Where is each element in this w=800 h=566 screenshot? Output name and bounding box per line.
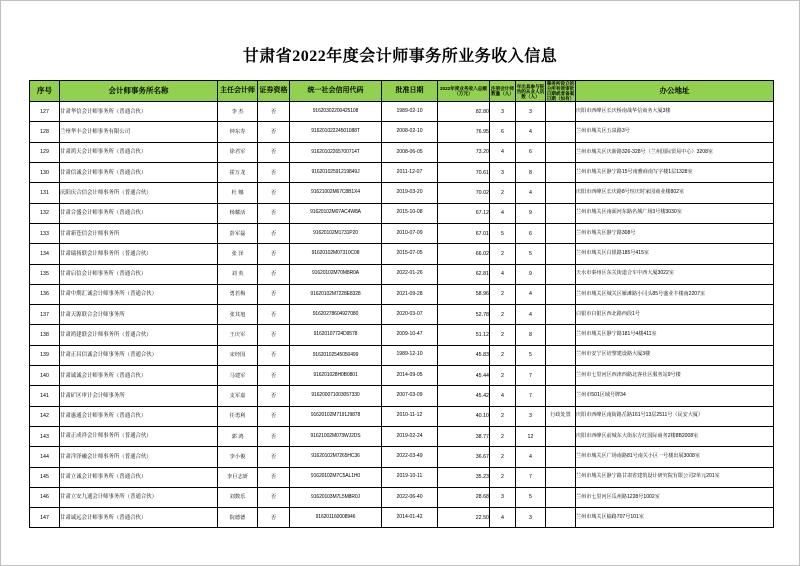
cell-cpa-count: 2 [490,284,516,304]
cell-seq: 135 [30,264,60,284]
cell-approval-date: 2019-10-11 [382,467,438,487]
cell-seq: 147 [30,508,60,528]
cell-office-address: 白银市白银区西北路西段1号 [576,305,774,325]
cell-cpa-count: 4 [490,386,516,406]
cell-credit-code: 91620102265700714T [290,142,382,162]
cell-branch-approval [546,386,576,406]
cell-staff-count: 9 [516,203,546,223]
cell-office-address: 兰州市城关区静宁路308号 [576,223,774,243]
cell-credit-code: 916200071003057330 [290,386,382,406]
cell-cpa-count: 4 [490,264,516,284]
cell-firm-name: 甘肃正昌信诚会计师事务所（普通合伙） [60,345,218,365]
cell-firm-name: 甘肃启信会计师事务所（普通合伙） [60,264,218,284]
cell-office-address: 兰州市城关区城关区雁滩路小闫头85号盛业丰楼南2207室 [576,284,774,304]
table-row [30,183,774,203]
cell-firm-name: 兰州华丰会计师事务有限公司 [60,122,218,142]
cell-income: 66.02 [438,244,490,264]
cell-seq: 137 [30,305,60,325]
cell-firm-name: 甘肃中期汇诚会计师事务所（普通合伙） [60,284,218,304]
table-row [30,203,774,223]
cell-credit-code: 91620102M70M8R0A [290,264,382,284]
table-row [30,305,774,325]
table-header [30,81,774,102]
cell-securities-qualification: 否 [258,447,290,467]
cell-credit-code: 91621002M073WJ2DS [290,426,382,446]
cell-staff-count: 3 [516,102,546,122]
cell-credit-code: 91620102M7C5AL1H0 [290,467,382,487]
cell-seq: 132 [30,203,60,223]
cell-cpa-count: 4 [490,203,516,223]
cell-firm-name: 甘肃合盛会计师事务所（普通合伙） [60,203,218,223]
cell-chief-accountant: 院德德 [218,508,258,528]
cell-chief-accountant: 杨耀活 [218,203,258,223]
cell-credit-code: 91621002M67C8B1X4 [290,183,382,203]
cell-staff-count: 8 [516,325,546,345]
cell-branch-approval [546,284,576,304]
cell-seq: 146 [30,487,60,507]
cell-firm-name: 甘肃矿区审计会计师事务所 [60,386,218,406]
cell-chief-accountant: 王庆军 [218,325,258,345]
cell-income: 76.95 [438,122,490,142]
cell-credit-code: 91620107724D9578 [290,325,382,345]
cell-staff-count: 3 [516,406,546,426]
cell-branch-approval [546,467,576,487]
cell-staff-count: 4 [516,305,546,325]
cell-income: 45.42 [438,386,490,406]
cell-securities-qualification: 否 [258,244,290,264]
cell-income: 36.67 [438,447,490,467]
cell-cpa-count: 3 [490,487,516,507]
cell-branch-approval [546,244,576,264]
cell-branch-approval [546,122,576,142]
cell-income: 45.44 [438,366,490,386]
cell-approval-date: 2010-07-09 [382,223,438,243]
cell-firm-name: 甘肃诚诚会计师事务所（普通合伙） [60,366,218,386]
cell-seq: 140 [30,366,60,386]
cell-chief-accountant: 勇若梅 [218,284,258,304]
cell-branch-approval [546,447,576,467]
column-header-branch-approval: 事务所设立的分所有效审批日期或者备案日期（如有） [546,81,575,102]
cell-staff-count: 5 [516,345,546,365]
cell-securities-qualification: 否 [258,426,290,446]
table-row [30,366,774,386]
cell-branch-approval [546,305,576,325]
cell-chief-accountant: 任勇利 [218,406,258,426]
cell-chief-accountant: 李 杰 [218,102,258,122]
table-row [30,142,774,162]
table-body [30,102,774,528]
cell-securities-qualification: 否 [258,508,290,528]
cell-chief-accountant: 张其旭 [218,305,258,325]
cell-office-address: 庆阳市西峰区前城东大街东方红国际商务2楼8B2008室 [576,426,774,446]
cell-securities-qualification: 否 [258,102,290,122]
cell-chief-accountant: 张 泽 [218,244,258,264]
cell-approval-date: 2022-06-40 [382,487,438,507]
cell-securities-qualification: 否 [258,223,290,243]
cell-income: 82.80 [438,102,490,122]
cell-credit-code: 916201160008946 [290,508,382,528]
cell-office-address: 兰州市城关区白银路185号415室 [576,244,774,264]
cell-cpa-count: 3 [490,102,516,122]
column-header-seq: 序号 [30,81,60,102]
cell-branch-approval [546,203,576,223]
cell-securities-qualification: 否 [258,264,290,284]
cell-income: 35.23 [438,467,490,487]
cell-staff-count: 7 [516,366,546,386]
cell-securities-qualification: 否 [258,345,290,365]
cell-approval-date: 2019-03-20 [382,183,438,203]
cell-approval-date: 2022-03-49 [382,447,438,467]
table-row [30,102,774,122]
cell-chief-accountant: 郭 鸿 [218,426,258,446]
cell-approval-date: 2010-11-12 [382,406,438,426]
cell-seq: 133 [30,223,60,243]
cell-firm-name: 甘肃瑞扬联会计师事务所（普通合伙） [60,244,218,264]
cell-approval-date: 2007-03-09 [382,386,438,406]
cell-securities-qualification: 否 [258,163,290,183]
cell-office-address: 兰州市城关区南面河东路名城广场3号楼3030室 [576,203,774,223]
cell-credit-code: 91620102224501088T [290,122,382,142]
cell-securities-qualification: 否 [258,386,290,406]
cell-approval-date: 2021-09-28 [382,284,438,304]
cell-firm-name: 甘肃立安九通会计师事务所（普通合伙） [60,487,218,507]
cell-approval-date: 2011-12-07 [382,163,438,183]
cell-chief-accountant: 刘 英 [218,264,258,284]
cell-income: 70.02 [438,183,490,203]
table-row [30,122,774,142]
cell-seq: 142 [30,406,60,426]
cell-staff-count: 7 [516,467,546,487]
cell-credit-code: 91620103M7L5M8R0J [290,487,382,507]
cell-cpa-count: 2 [490,183,516,203]
column-header-office-address: 办公地址 [576,81,774,102]
cell-branch-approval: 行政处置 [546,406,576,426]
cell-staff-count: 3 [516,508,546,528]
cell-cpa-count: 3 [490,163,516,183]
cell-chief-accountant: 钟东寿 [218,122,258,142]
cell-branch-approval [546,345,576,365]
cell-staff-count: 7 [516,386,546,406]
cell-income: 70.61 [438,163,490,183]
cell-income: 40.10 [438,406,490,426]
cell-seq: 136 [30,284,60,304]
cell-approval-date: 2008-02-10 [382,122,438,142]
cell-seq: 128 [30,122,60,142]
cell-credit-code: 91620102M1731P20 [290,223,382,243]
cell-chief-accountant: 支军嘉 [218,386,258,406]
cell-branch-approval [546,325,576,345]
column-header-staff-count: 年出具参与报告的从业人员数（人） [516,81,546,102]
cell-office-address: 庆阳市西峰区长庆路8号恒庆时家园商业楼802室 [576,183,774,203]
table-row [30,508,774,528]
cell-office-address: 庆阳市西峰区南街路岳路161号13层2511号（民安大厦） [576,406,774,426]
cell-branch-approval [546,102,576,122]
cell-cpa-count: 4 [490,508,516,528]
cell-firm-name: 甘肃鸿天会计师事务所（普通合伙） [60,142,218,162]
cell-income: 62.81 [438,264,490,284]
cell-income: 58.96 [438,284,490,304]
column-header-securities-qualification: 证券资格 [258,81,290,102]
cell-office-address: 兰州市城关区庆新路326-328号（兰州国际贸易中心）3208室 [576,142,774,162]
cell-approval-date: 2015-10-08 [382,203,438,223]
header-row [30,81,774,102]
cell-cpa-count: 2 [490,447,516,467]
cell-chief-accountant: 李小俊 [218,447,258,467]
cell-branch-approval [546,183,576,203]
cell-chief-accountant: 李巨志妍 [218,467,258,487]
cell-seq: 129 [30,142,60,162]
cell-staff-count: 9 [516,264,546,284]
cell-staff-count: 4 [516,284,546,304]
cell-cpa-count: 2 [490,366,516,386]
cell-cpa-count: 2 [490,426,516,446]
cell-approval-date: 2014-01-42 [382,508,438,528]
cell-seq: 131 [30,183,60,203]
cell-approval-date: 1989-02-10 [382,102,438,122]
cell-cpa-count: 2 [490,467,516,487]
cell-cpa-count: 5 [490,223,516,243]
cell-approval-date: 2019-02-24 [382,426,438,446]
cell-credit-code: 91620102545050499 [290,345,382,365]
cell-branch-approval [546,163,576,183]
cell-office-address: 庆阳市西峰区长庆桥南战华信商务大厦3楼 [576,102,774,122]
cell-income: 38.77 [438,426,490,446]
table-row [30,163,774,183]
cell-branch-approval [546,487,576,507]
cell-securities-qualification: 否 [258,467,290,487]
cell-securities-qualification: 否 [258,183,290,203]
cell-cpa-count: 2 [490,406,516,426]
cell-approval-date: 2015-07-05 [382,244,438,264]
cell-securities-qualification: 否 [258,325,290,345]
cell-securities-qualification: 否 [258,487,290,507]
column-header-approval-date: 批准日期 [382,81,438,102]
cell-seq: 141 [30,386,60,406]
cell-approval-date: 2014-09-05 [382,366,438,386]
cell-credit-code: 91620102M07310C08 [290,244,382,264]
cell-seq: 138 [30,325,60,345]
cell-cpa-count: 2 [490,244,516,264]
cell-firm-name: 甘肃新苍信会计师事务所 [60,223,218,243]
cell-staff-count: 4 [516,183,546,203]
cell-securities-qualification: 否 [258,122,290,142]
cell-chief-accountant: 杜 娜 [218,183,258,203]
cell-credit-code: 91620102M7228E8328 [290,284,382,304]
cell-approval-date: 1989-12-10 [382,345,438,365]
table-row [30,406,774,426]
cell-staff-count: 12 [516,426,546,446]
table-row [30,284,774,304]
table-container [29,80,771,528]
cell-securities-qualification: 否 [258,203,290,223]
cell-cpa-count: 2 [490,325,516,345]
cell-branch-approval [546,223,576,243]
cell-office-address: 兰州市501区域号牌34 [576,386,774,406]
cell-approval-date: 2020-03-07 [382,305,438,325]
cell-credit-code: 916201028H0B0801 [290,366,382,386]
cell-income: 28.68 [438,487,490,507]
cell-branch-approval [546,264,576,284]
cell-office-address: 兰州市城关区静宁路181号4楼411室 [576,325,774,345]
cell-cpa-count: 4 [490,142,516,162]
cell-securities-qualification: 否 [258,366,290,386]
cell-cpa-count: 6 [490,122,516,142]
column-header-income-2022: 2022年度业务收入总额（万元） [438,81,490,102]
cell-seq: 145 [30,467,60,487]
cell-chief-accountant: 刘数乐 [218,487,258,507]
cell-income: 73.20 [438,142,490,162]
cell-securities-qualification: 否 [258,406,290,426]
cell-income: 67.12 [438,203,490,223]
cell-securities-qualification: 否 [258,305,290,325]
table-row [30,487,774,507]
cell-income: 51.12 [438,325,490,345]
cell-seq: 134 [30,244,60,264]
cell-firm-name: 庆阳庆合信会计师事务所（普通合伙） [60,183,218,203]
cell-securities-qualification: 否 [258,284,290,304]
cell-seq: 127 [30,102,60,122]
cell-office-address: 兰州市城关区静宁路15号南雅商南写字楼1层1328室 [576,163,774,183]
cell-approval-date: 2022-01-26 [382,264,438,284]
cell-approval-date: 2008-06-05 [382,142,438,162]
cell-branch-approval [546,366,576,386]
cell-credit-code: 91620102591219849J [290,163,382,183]
cell-cpa-count: 2 [490,345,516,365]
cell-office-address: 兰州市城关区榆路707号101室 [576,508,774,528]
table-row [30,264,774,284]
column-header-credit-code: 统一社会信用代码 [290,81,382,102]
cell-cpa-count: 2 [490,305,516,325]
cell-branch-approval [546,426,576,446]
table-row [30,325,774,345]
cell-branch-approval [546,142,576,162]
cell-credit-code: 91620302200425108 [290,102,382,122]
cell-firm-name: 甘肃正成祥会计师事务所（普通合伙） [60,426,218,446]
cell-securities-qualification: 否 [258,142,290,162]
cell-staff-count: 6 [516,223,546,243]
cell-chief-accountant: 马建军 [218,366,258,386]
cell-firm-name: 甘肃鸿建联会计师事务所（普通合伙） [60,325,218,345]
table-row [30,426,774,446]
cell-staff-count: 5 [516,244,546,264]
page-title: 甘肃省2022年度会计师事务所业务收入信息 [242,48,558,65]
cell-office-address: 天水市秦州区东关街道合车中西大厦3022室 [576,264,774,284]
cell-firm-name: 甘肃华信会计师事务所（普通合伙） [60,102,218,122]
cell-office-address: 兰州市城关区广场南路81号南关小区一号楼出展3008室 [576,447,774,467]
table-row [30,467,774,487]
cell-firm-name: 甘肃天源联合会计师事务所 [60,305,218,325]
cell-seq: 130 [30,163,60,183]
table-row [30,447,774,467]
table-row [30,223,774,243]
table-row [30,345,774,365]
cell-office-address: 兰州市七里河区瓜州路1228号1002室 [576,487,774,507]
column-header-chief-accountant: 主任会计师 [218,81,258,102]
cell-credit-code: 91620102M07AC4W8A [290,203,382,223]
column-header-cpa-count: 注册会计师数量（人） [490,81,516,102]
cell-branch-approval [546,508,576,528]
firm-income-table [29,80,774,528]
cell-office-address: 兰州市城关区静宁路甘肃省建筑设计研究院有限公司2单元201室 [576,467,774,487]
cell-approval-date: 2009-10-47 [382,325,438,345]
cell-credit-code: 91620102M7191J9878 [290,406,382,426]
cell-firm-name: 甘肃信诚会计师事务所（普通合伙） [60,163,218,183]
cell-seq: 139 [30,345,60,365]
cell-chief-accountant: 彭军磊 [218,223,258,243]
column-header-firm-name: 会计师事务所名称 [60,81,218,102]
cell-firm-name: 甘肃惠通会计师事务所（普通合伙） [60,406,218,426]
cell-office-address: 兰州市城关区五泉路3号 [576,122,774,142]
cell-staff-count: 4 [516,122,546,142]
cell-staff-count: 5 [516,487,546,507]
cell-chief-accountant: 霍万龙 [218,163,258,183]
cell-income: 67.01 [438,223,490,243]
cell-income: 22.50 [438,508,490,528]
cell-office-address: 兰州市七里河区西津西路北客社区服务站9号楼 [576,366,774,386]
cell-seq: 143 [30,426,60,446]
cell-staff-count: 6 [516,142,546,162]
cell-seq: 144 [30,447,60,467]
cell-chief-accountant: 徐君军 [218,142,258,162]
cell-office-address: 兰州市安宁区培黎建设路大厦3楼 [576,345,774,365]
table-row [30,244,774,264]
cell-chief-accountant: 宋经国 [218,345,258,365]
cell-staff-count: 4 [516,447,546,467]
table-row [30,386,774,406]
cell-staff-count: 8 [516,163,546,183]
cell-firm-name: 甘肃诚远会计师事务所（普通合伙） [60,508,218,528]
cell-income: 52.78 [438,305,490,325]
cell-income: 45.83 [438,345,490,365]
cell-firm-name: 甘肃洋泽融会计师事务所（普通合伙） [60,447,218,467]
cell-credit-code: 91620102M7265HC36 [290,447,382,467]
cell-firm-name: 甘肃立诚会计师事务所（普通合伙） [60,467,218,487]
cell-credit-code: 91620278604927080 [290,305,382,325]
